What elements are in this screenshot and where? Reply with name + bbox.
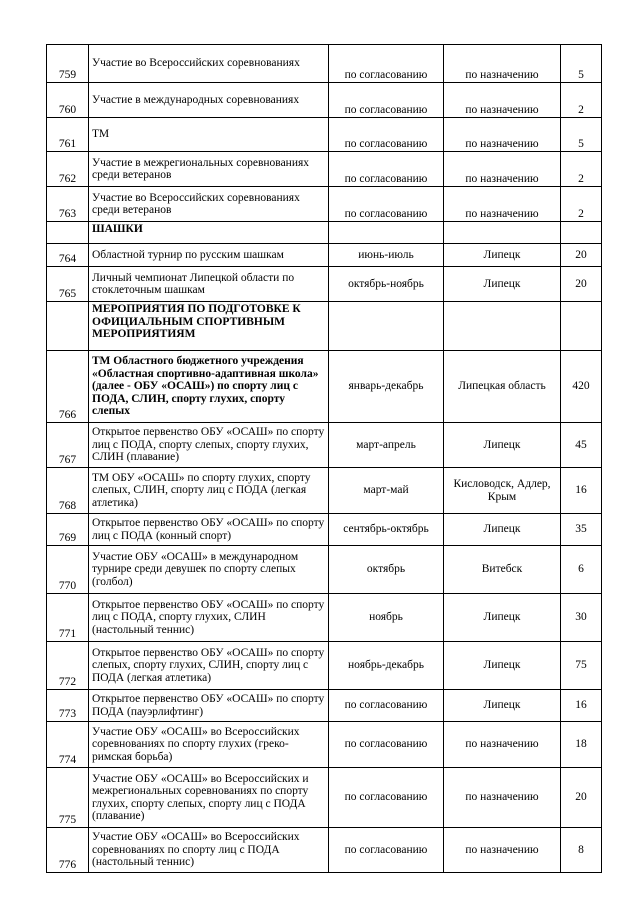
event-dates: по согласованию [329,118,444,152]
event-location: по назначению [444,152,561,187]
event-location: по назначению [444,722,561,768]
participant-count: 2 [561,152,602,187]
events-table-body [47,45,602,873]
row-number: 773 [47,690,89,722]
event-name: Открытое первенство ОБУ «ОСАШ» по спорту лиц с ПОДА, спорту слепых, спорту глухих, СЛИН (плавание) [89,423,329,468]
event-name: Открытое первенство ОБУ «ОСАШ» по спорту лиц с ПОДА (конный спорт) [89,514,329,546]
event-dates: ноябрь-декабрь [329,642,444,690]
event-location: по назначению [444,768,561,828]
row-number: 764 [47,244,89,267]
event-dates: январь-декабрь [329,351,444,423]
event-dates [329,302,444,351]
section-title: МЕРОПРИЯТИЯ ПО ПОДГОТОВКЕ К ОФИЦИАЛЬНЫМ СПОРТИВНЫМ МЕРОПРИЯТИЯМ [89,302,329,351]
participant-count: 75 [561,642,602,690]
participant-count: 8 [561,828,602,873]
row-number [47,302,89,351]
participant-count: 16 [561,690,602,722]
event-location: Липецк [444,514,561,546]
section-header-row [47,302,602,351]
row-number: 760 [47,83,89,118]
table-row [47,722,602,768]
event-dates: октябрь-ноябрь [329,267,444,302]
event-name: Участие ОБУ «ОСАШ» в международном турнире среди девушек по спорту слепых (голбол) [89,546,329,594]
event-location: по назначению [444,83,561,118]
row-number: 762 [47,152,89,187]
table-row [47,187,602,222]
row-number: 761 [47,118,89,152]
event-name: Участие во Всероссийских соревнованиях среди ветеранов [89,187,329,222]
event-dates: июнь-июль [329,244,444,267]
event-dates: по согласованию [329,152,444,187]
event-dates: март-май [329,468,444,514]
row-number: 769 [47,514,89,546]
participant-count: 30 [561,594,602,642]
row-number: 775 [47,768,89,828]
table-row [47,118,602,152]
participant-count: 5 [561,118,602,152]
event-location: Липецкая область [444,351,561,423]
participant-count [561,222,602,244]
row-number: 774 [47,722,89,768]
event-dates [329,222,444,244]
event-location: Липецк [444,690,561,722]
event-dates: по согласованию [329,768,444,828]
participant-count: 5 [561,45,602,83]
event-dates: по согласованию [329,83,444,118]
event-location: по назначению [444,118,561,152]
event-name: Личный чемпионат Липецкой области по стоклеточным шашкам [89,267,329,302]
row-number: 766 [47,351,89,423]
row-number: 772 [47,642,89,690]
event-name: Открытое первенство ОБУ «ОСАШ» по спорту ПОДА (пауэрлифтинг) [89,690,329,722]
table-row [47,828,602,873]
section-header-row [47,222,602,244]
event-name: Открытое первенство ОБУ «ОСАШ» по спорту лиц с ПОДА, спорту глухих, СЛИН (настольный теннис) [89,594,329,642]
table-row [47,351,602,423]
table-row [47,83,602,118]
participant-count: 35 [561,514,602,546]
table-row [47,45,602,83]
event-location: Липецк [444,423,561,468]
event-location: Кисловодск, Адлер, Крым [444,468,561,514]
row-number: 765 [47,267,89,302]
participant-count: 18 [561,722,602,768]
event-location: по назначению [444,45,561,83]
table-row [47,642,602,690]
table-row [47,423,602,468]
table-row [47,690,602,722]
participant-count: 20 [561,267,602,302]
event-dates: по согласованию [329,690,444,722]
row-number [47,222,89,244]
participant-count: 20 [561,244,602,267]
event-dates: ноябрь [329,594,444,642]
table-row [47,768,602,828]
event-location: Липецк [444,642,561,690]
event-dates: по согласованию [329,45,444,83]
events-table [46,44,602,873]
event-dates: по согласованию [329,828,444,873]
table-row [47,244,602,267]
event-location: Липецк [444,267,561,302]
event-name: Участие ОБУ «ОСАШ» во Всероссийских соревнованиях по спорту лиц с ПОДА (настольный теннис) [89,828,329,873]
event-name: Участие во Всероссийских соревнованиях [89,45,329,83]
event-dates: октябрь [329,546,444,594]
event-name: Участие в международных соревнованиях [89,83,329,118]
participant-count: 20 [561,768,602,828]
row-number: 767 [47,423,89,468]
event-location: Липецк [444,594,561,642]
event-name: Областной турнир по русским шашкам [89,244,329,267]
table-row [47,152,602,187]
event-name: ТМ ОБУ «ОСАШ» по спорту глухих, спорту слепых, СЛИН, спорту лиц с ПОДА (легкая атлетика) [89,468,329,514]
table-row [47,468,602,514]
row-number: 770 [47,546,89,594]
section-title: ШАШКИ [89,222,329,244]
row-number: 768 [47,468,89,514]
table-row [47,267,602,302]
participant-count [561,302,602,351]
participant-count: 45 [561,423,602,468]
event-dates: по согласованию [329,722,444,768]
event-location: Витебск [444,546,561,594]
event-location: Липецк [444,244,561,267]
event-name: Открытое первенство ОБУ «ОСАШ» по спорту слепых, спорту глухих, СЛИН, спорту лиц с ПОДА (легкая атлетика) [89,642,329,690]
event-name: Участие ОБУ «ОСАШ» во Всероссийских и межрегиональных соревнованиях по спорту глухих, спорту слепых, спорту лиц с ПОДА (плавание) [89,768,329,828]
participant-count: 16 [561,468,602,514]
participant-count: 420 [561,351,602,423]
event-location: по назначению [444,187,561,222]
participant-count: 6 [561,546,602,594]
event-location: по назначению [444,828,561,873]
event-name: Участие ОБУ «ОСАШ» во Всероссийских соревнованиях по спорту глухих (греко-римская борьба) [89,722,329,768]
event-name: Участие в межрегиональных соревнованиях среди ветеранов [89,152,329,187]
table-row [47,594,602,642]
participant-count: 2 [561,187,602,222]
row-number: 771 [47,594,89,642]
row-number: 776 [47,828,89,873]
event-location [444,302,561,351]
event-dates: по согласованию [329,187,444,222]
table-row [47,546,602,594]
event-name: ТМ [89,118,329,152]
event-dates: март-апрель [329,423,444,468]
event-location [444,222,561,244]
event-name: ТМ Областного бюджетного учреждения «Областная спортивно-адаптивная школа» (далее - ОБУ «ОСАШ») по спорту лиц с ПОДА, СЛИН, спорту глухих, спорту слепых [89,351,329,423]
participant-count: 2 [561,83,602,118]
row-number: 763 [47,187,89,222]
row-number: 759 [47,45,89,83]
table-row [47,514,602,546]
event-dates: сентябрь-октябрь [329,514,444,546]
